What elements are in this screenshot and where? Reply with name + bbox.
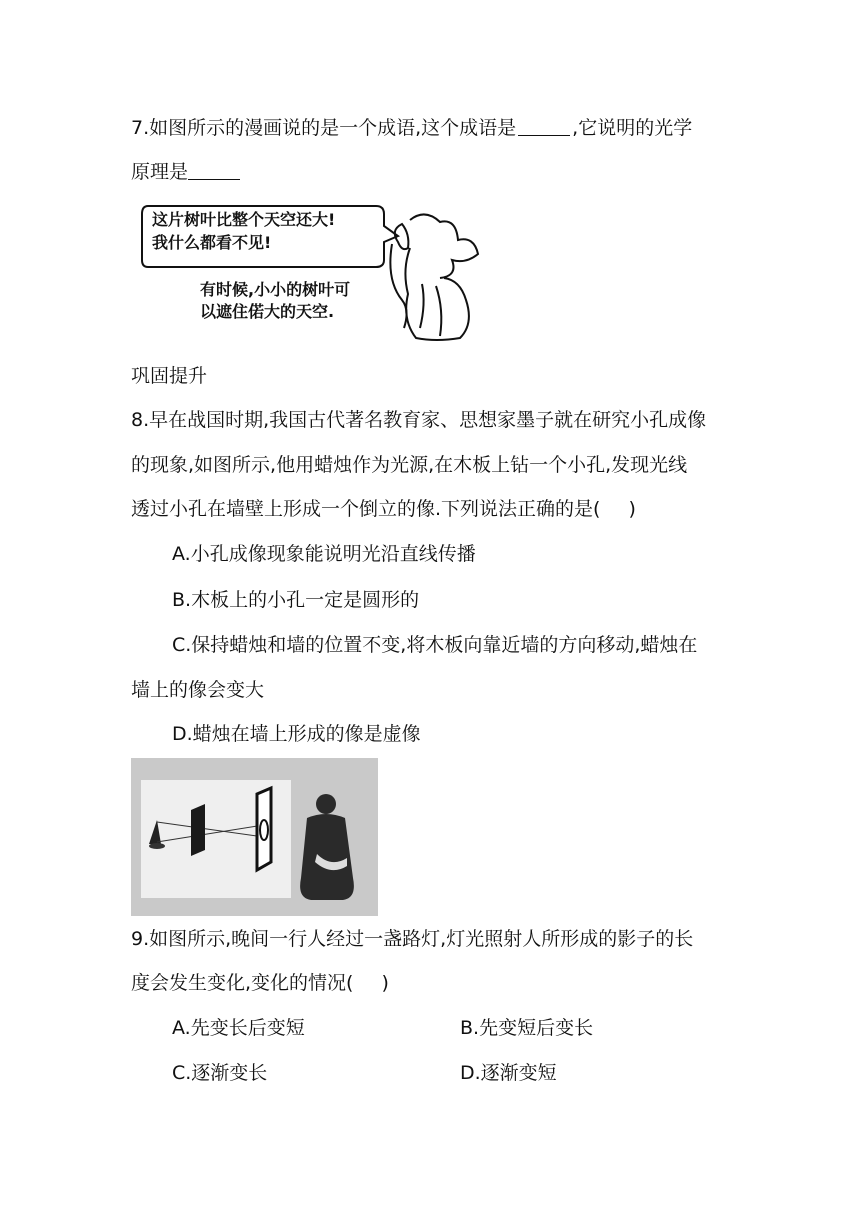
q8-option-d: D.蜡烛在墙上形成的像是虚像: [172, 723, 421, 745]
q9-option-a: A.先变长后变短: [172, 1017, 305, 1039]
bubble-text-1: 这片树叶比整个天空还大!: [152, 210, 336, 229]
q7-text-c: 原理是: [131, 161, 189, 183]
q8-line-1: 8.早在战国时期,我国古代著名教育家、思想家墨子就在研究小孔成像: [131, 409, 707, 431]
q7-text-b: ,它说明的光学: [572, 117, 693, 139]
q9-option-c: C.逐渐变长: [172, 1062, 268, 1084]
q8-line-3: [131, 497, 636, 521]
caption-text-1: 有时候,小小的树叶可: [200, 280, 351, 299]
q9-line-2-text: 度会发生变化,变化的情况(: [131, 972, 354, 994]
cartoon-figure: [140, 200, 485, 345]
q9-option-b: B.先变短后变长: [460, 1017, 594, 1039]
q8-line-3-end: ): [628, 498, 636, 520]
q7-blank-idiom[interactable]: [518, 117, 570, 136]
pinhole-drawing: [131, 758, 378, 916]
q8-line-3-text: 透过小孔在墙壁上形成一个倒立的像.下列说法正确的是(: [131, 498, 601, 520]
q8-option-c-line-2: 墙上的像会变大: [131, 679, 265, 701]
caption-text-2: 以遮住偌大的天空.: [200, 302, 335, 321]
q7-text-a: 7.如图所示的漫画说的是一个成语,这个成语是: [131, 117, 517, 139]
q7-blank-principle[interactable]: [188, 161, 240, 180]
q8-option-b: B.木板上的小孔一定是圆形的: [172, 589, 420, 611]
pinhole-figure: [131, 758, 378, 916]
q9-line-2-end: ): [381, 972, 389, 994]
q7-line-1: [131, 116, 692, 140]
q7-line-2: [131, 160, 240, 184]
board-icon: [191, 804, 205, 856]
q8-option-c-line-1: C.保持蜡烛和墙的位置不变,将木板向靠近墙的方向移动,蜡烛在: [172, 634, 698, 656]
q9-line-2: [131, 971, 389, 995]
q8-line-2: 的现象,如图所示,他用蜡烛作为光源,在木板上钻一个小孔,发现光线: [131, 454, 688, 476]
section-title: 巩固提升: [131, 365, 208, 387]
leaf-shape: [410, 214, 478, 278]
bubble-text-2: 我什么都看不见!: [152, 233, 272, 252]
q9-line-1: 9.如图所示,晚间一行人经过一盏路灯,灯光照射人所形成的影子的长: [131, 928, 694, 950]
q9-option-d: D.逐渐变短: [460, 1062, 557, 1084]
q8-option-a: A.小孔成像现象能说明光沿直线传播: [172, 543, 476, 565]
